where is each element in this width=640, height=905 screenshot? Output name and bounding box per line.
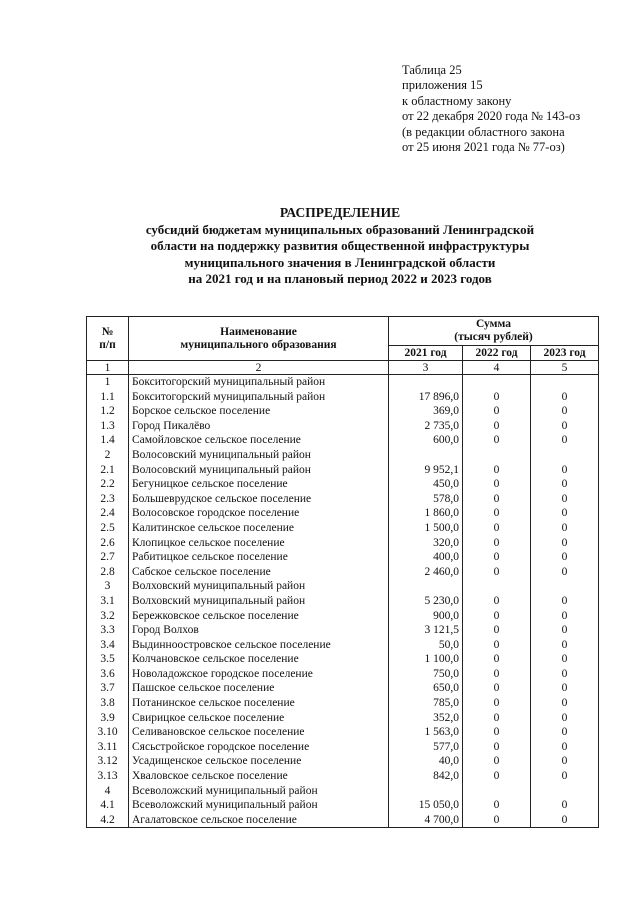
row-value-2021: 369,0 [389, 404, 463, 419]
row-value-2023: 0 [531, 506, 599, 521]
row-value-2022: 0 [463, 696, 531, 711]
row-value-2023: 0 [531, 696, 599, 711]
row-number: 3.9 [87, 711, 129, 726]
row-value-2022: 0 [463, 477, 531, 492]
table-row [87, 652, 599, 667]
row-value-2022: 0 [463, 667, 531, 682]
row-value-2021: 785,0 [389, 696, 463, 711]
row-value-2023: 0 [531, 433, 599, 448]
row-value-2023: 0 [531, 609, 599, 624]
table-row [87, 579, 599, 594]
row-number: 3.6 [87, 667, 129, 682]
row-value-2021: 1 500,0 [389, 521, 463, 536]
row-number: 2.4 [87, 506, 129, 521]
row-value-2023: 0 [531, 652, 599, 667]
row-value-2022: 0 [463, 740, 531, 755]
col-number: 2 [129, 361, 389, 375]
table-row [87, 492, 599, 507]
row-value-2023: 0 [531, 390, 599, 405]
row-value-2022: 0 [463, 652, 531, 667]
col-number: 1 [87, 361, 129, 375]
table-row [87, 404, 599, 419]
row-name: Борское сельское поселение [129, 404, 389, 419]
row-value-2021 [389, 579, 463, 594]
row-name: Агалатовское сельское поселение [129, 813, 389, 828]
row-name: Потанинское сельское поселение [129, 696, 389, 711]
row-value-2021: 352,0 [389, 711, 463, 726]
header-note-line: к областному закону [402, 93, 512, 108]
row-name: Волосовский муниципальный район [129, 448, 389, 463]
row-value-2021: 842,0 [389, 769, 463, 784]
title-line: на 2021 год и на плановый период 2022 и 2023 годов [188, 270, 492, 286]
title-main: РАСПРЕДЕЛЕНИЕ [279, 205, 401, 220]
row-value-2021: 40,0 [389, 754, 463, 769]
row-number: 3.7 [87, 681, 129, 696]
row-value-2023: 0 [531, 536, 599, 551]
row-value-2023 [531, 579, 599, 594]
row-name: Бережковское сельское поселение [129, 609, 389, 624]
row-name: Бокситогорский муниципальный район [129, 390, 389, 405]
row-name: Усадищенское сельское поселение [129, 754, 389, 769]
row-value-2022: 0 [463, 521, 531, 536]
row-value-2022: 0 [463, 506, 531, 521]
row-name: Новоладожское городское поселение [129, 667, 389, 682]
title-line: муниципального значения в Ленинградской области [184, 254, 496, 270]
row-number: 1.4 [87, 433, 129, 448]
row-name: Колчановское сельское поселение [129, 652, 389, 667]
table-row [87, 638, 599, 653]
table-row [87, 448, 599, 463]
row-number: 2.8 [87, 565, 129, 580]
row-value-2021: 650,0 [389, 681, 463, 696]
row-name: Волховский муниципальный район [129, 594, 389, 609]
row-number: 3.13 [87, 769, 129, 784]
row-number: 4.2 [87, 813, 129, 828]
row-value-2023: 0 [531, 404, 599, 419]
row-value-2021: 50,0 [389, 638, 463, 653]
row-value-2021: 900,0 [389, 609, 463, 624]
table-row [87, 565, 599, 580]
row-value-2022: 0 [463, 390, 531, 405]
header-2022: 2022 год [463, 346, 531, 361]
row-value-2021: 9 952,1 [389, 463, 463, 478]
table-row [87, 433, 599, 448]
row-value-2022: 0 [463, 638, 531, 653]
row-value-2023: 0 [531, 492, 599, 507]
header-num: № п/п [87, 317, 129, 361]
row-value-2023: 0 [531, 419, 599, 434]
row-value-2022: 0 [463, 711, 531, 726]
row-value-2022: 0 [463, 565, 531, 580]
header-note-line: (в редакции областного закона [402, 124, 565, 139]
row-value-2021: 2 460,0 [389, 565, 463, 580]
row-value-2023: 0 [531, 725, 599, 740]
row-value-2021: 578,0 [389, 492, 463, 507]
row-number: 2.5 [87, 521, 129, 536]
table-row [87, 769, 599, 784]
row-name: Рабитицкое сельское поселение [129, 550, 389, 565]
header-2021: 2021 год [389, 346, 463, 361]
row-name: Клопицкое сельское поселение [129, 536, 389, 551]
row-value-2022: 0 [463, 536, 531, 551]
title-line: субсидий бюджетам муниципальных образований Ленинградской [145, 222, 535, 238]
table-row [87, 419, 599, 434]
row-name: Город Волхов [129, 623, 389, 638]
title-line: области на поддержку развития общественной инфраструктуры [150, 238, 530, 254]
header-2023: 2023 год [531, 346, 599, 361]
table-row [87, 390, 599, 405]
row-number: 2.3 [87, 492, 129, 507]
row-number: 3.3 [87, 623, 129, 638]
row-value-2023: 0 [531, 594, 599, 609]
row-number: 3.2 [87, 609, 129, 624]
distribution-table [86, 316, 599, 828]
row-value-2022 [463, 375, 531, 390]
row-name: Бегуницкое сельское поселение [129, 477, 389, 492]
row-value-2023: 0 [531, 477, 599, 492]
table-row [87, 754, 599, 769]
row-value-2022 [463, 784, 531, 799]
table-row [87, 521, 599, 536]
row-number: 3.8 [87, 696, 129, 711]
table-row [87, 740, 599, 755]
row-value-2022: 0 [463, 492, 531, 507]
row-number: 4.1 [87, 798, 129, 813]
row-name: Свирицкое сельское поселение [129, 711, 389, 726]
table-row [87, 623, 599, 638]
row-value-2021: 1 100,0 [389, 652, 463, 667]
row-name: Волосовское городское поселение [129, 506, 389, 521]
row-name: Самойловское сельское поселение [129, 433, 389, 448]
row-value-2021: 4 700,0 [389, 813, 463, 828]
row-value-2022: 0 [463, 419, 531, 434]
header-note-line: Таблица 25 [402, 63, 462, 77]
row-name: Сабское сельское поселение [129, 565, 389, 580]
col-number: 3 [389, 361, 463, 375]
header-note-line: от 22 декабря 2020 года № 143-оз [402, 109, 581, 124]
header-note-line: приложения 15 [402, 78, 483, 93]
row-number: 2.6 [87, 536, 129, 551]
row-value-2022: 0 [463, 769, 531, 784]
row-value-2023: 0 [531, 667, 599, 682]
row-value-2021: 17 896,0 [389, 390, 463, 405]
row-value-2022: 0 [463, 623, 531, 638]
row-value-2023: 0 [531, 565, 599, 580]
row-value-2023: 0 [531, 463, 599, 478]
row-value-2021: 1 563,0 [389, 725, 463, 740]
row-number: 1 [87, 375, 129, 390]
row-value-2023: 0 [531, 711, 599, 726]
row-value-2021: 400,0 [389, 550, 463, 565]
row-number: 3.4 [87, 638, 129, 653]
header-note-line: от 25 июня 2021 года № 77-оз) [402, 140, 565, 155]
row-value-2023: 0 [531, 638, 599, 653]
row-value-2023: 0 [531, 681, 599, 696]
table-row [87, 506, 599, 521]
row-value-2021: 577,0 [389, 740, 463, 755]
row-value-2021 [389, 448, 463, 463]
row-number: 1.3 [87, 419, 129, 434]
row-number: 1.2 [87, 404, 129, 419]
row-number: 1.1 [87, 390, 129, 405]
row-name: Всеволожский муниципальный район [129, 784, 389, 799]
row-name: Город Пикалёво [129, 419, 389, 434]
row-value-2021: 600,0 [389, 433, 463, 448]
table-row [87, 696, 599, 711]
table-row [87, 594, 599, 609]
row-number: 2 [87, 448, 129, 463]
row-value-2022 [463, 579, 531, 594]
row-value-2023: 0 [531, 754, 599, 769]
table-row [87, 609, 599, 624]
table-row [87, 463, 599, 478]
row-number: 3.1 [87, 594, 129, 609]
row-number: 3.5 [87, 652, 129, 667]
row-name: Сясьстройское городское поселение [129, 740, 389, 755]
row-value-2022: 0 [463, 463, 531, 478]
row-value-2022: 0 [463, 754, 531, 769]
row-number: 2.2 [87, 477, 129, 492]
row-value-2023 [531, 375, 599, 390]
col-number: 4 [463, 361, 531, 375]
row-name: Волосовский муниципальный район [129, 463, 389, 478]
row-value-2022: 0 [463, 404, 531, 419]
header-sum: Сумма (тысяч рублей) [389, 317, 599, 346]
row-value-2022: 0 [463, 725, 531, 740]
table-row [87, 813, 599, 828]
row-number: 4 [87, 784, 129, 799]
row-value-2023: 0 [531, 740, 599, 755]
table-row [87, 375, 599, 390]
row-number: 3.11 [87, 740, 129, 755]
row-value-2022: 0 [463, 550, 531, 565]
row-name: Хваловское сельское поселение [129, 769, 389, 784]
table-row [87, 550, 599, 565]
header-name: Наименование муниципального образования [129, 317, 389, 361]
table-row [87, 681, 599, 696]
row-number: 3.12 [87, 754, 129, 769]
row-value-2021: 450,0 [389, 477, 463, 492]
row-value-2021: 320,0 [389, 536, 463, 551]
row-value-2022 [463, 448, 531, 463]
row-value-2021: 5 230,0 [389, 594, 463, 609]
row-value-2021: 3 121,5 [389, 623, 463, 638]
row-value-2023: 0 [531, 550, 599, 565]
table-row [87, 477, 599, 492]
row-value-2023: 0 [531, 521, 599, 536]
table-row [87, 711, 599, 726]
row-value-2023: 0 [531, 769, 599, 784]
row-value-2021: 1 860,0 [389, 506, 463, 521]
row-value-2022: 0 [463, 813, 531, 828]
row-name: Селивановское сельское поселение [129, 725, 389, 740]
row-value-2022: 0 [463, 681, 531, 696]
row-name: Волховский муниципальный район [129, 579, 389, 594]
row-value-2021 [389, 784, 463, 799]
table-body [87, 375, 599, 828]
row-name: Большеврудское сельское поселение [129, 492, 389, 507]
row-name: Пашское сельское поселение [129, 681, 389, 696]
row-value-2023: 0 [531, 798, 599, 813]
row-value-2023 [531, 448, 599, 463]
row-value-2023 [531, 784, 599, 799]
table-row [87, 784, 599, 799]
row-name: Всеволожский муниципальный район [129, 798, 389, 813]
row-number: 2.1 [87, 463, 129, 478]
row-name: Калитинское сельское поселение [129, 521, 389, 536]
table-row [87, 536, 599, 551]
document-title [40, 205, 640, 287]
row-value-2021: 15 050,0 [389, 798, 463, 813]
row-number: 3 [87, 579, 129, 594]
row-value-2022: 0 [463, 594, 531, 609]
col-number: 5 [531, 361, 599, 375]
row-value-2021: 750,0 [389, 667, 463, 682]
row-value-2023: 0 [531, 813, 599, 828]
header-note [402, 63, 580, 155]
row-number: 2.7 [87, 550, 129, 565]
row-name: Выдинноостровское сельское поселение [129, 638, 389, 653]
row-value-2022: 0 [463, 609, 531, 624]
row-value-2022: 0 [463, 433, 531, 448]
row-value-2022: 0 [463, 798, 531, 813]
table-row [87, 667, 599, 682]
table-row [87, 725, 599, 740]
row-value-2021: 2 735,0 [389, 419, 463, 434]
row-name: Бокситогорский муниципальный район [129, 375, 389, 390]
row-number: 3.10 [87, 725, 129, 740]
row-value-2023: 0 [531, 623, 599, 638]
row-value-2021 [389, 375, 463, 390]
table-row [87, 798, 599, 813]
